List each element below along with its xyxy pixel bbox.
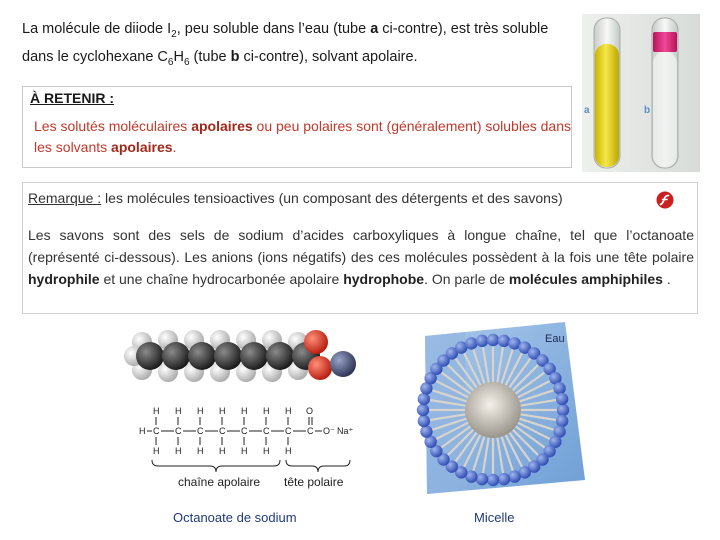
micelle-head <box>476 335 488 347</box>
svg-text:H: H <box>219 446 226 456</box>
svg-text:H: H <box>175 406 182 416</box>
flash-icon[interactable] <box>656 191 674 209</box>
svg-text:H: H <box>241 406 248 416</box>
intro-sub-c: 6 <box>167 56 174 68</box>
space-filling-model <box>124 330 356 382</box>
intro-text: ci-contre), solvant apolaire. <box>239 48 418 65</box>
svg-text:C: C <box>175 426 182 436</box>
svg-text:H: H <box>263 406 270 416</box>
svg-text:H: H <box>285 406 292 416</box>
remarque-text: les molécules tensioactives (un composant des détergents et des savons) <box>101 190 563 206</box>
micelle-head <box>498 473 510 485</box>
svg-text:C: C <box>263 426 270 436</box>
micelle-head <box>418 415 430 427</box>
head-brace <box>286 460 350 472</box>
retenir-part: ou peu polaires sont (généralement) solubles dans les solvants <box>34 118 571 155</box>
micelle-head <box>487 474 499 486</box>
svg-text:C: C <box>197 426 204 436</box>
soap-paragraph <box>28 224 694 290</box>
micelle-head <box>417 404 429 416</box>
micelle-head <box>465 337 477 349</box>
svg-text:C: C <box>285 426 292 436</box>
intro-paragraph <box>22 18 570 74</box>
octanoate-molecule-image <box>120 322 370 497</box>
retenir-part: Les solutés moléculaires <box>34 118 192 134</box>
para-text: . On parle de <box>424 271 509 287</box>
retenir-bold: apolaires <box>191 118 253 134</box>
svg-text:H: H <box>263 446 270 456</box>
tube-b-pink-layer <box>653 32 677 52</box>
chain-brace <box>152 460 280 472</box>
svg-text:H: H <box>139 426 146 436</box>
tube-a-liquid <box>595 44 619 167</box>
o-minus-label: O⁻ <box>323 426 335 436</box>
intro-tube-a: a <box>370 21 379 37</box>
tube-b-clear-layer <box>653 52 677 167</box>
svg-text:H: H <box>241 446 248 456</box>
svg-text:C: C <box>219 426 226 436</box>
para-bold: hydrophile <box>28 271 100 287</box>
micelle-core <box>465 382 521 438</box>
oxygen-label: O <box>306 406 314 416</box>
micelle-head <box>556 415 568 427</box>
para-bold: molécules amphiphiles <box>508 271 663 287</box>
micelle-image <box>405 322 585 494</box>
para-text: et une chaîne hydrocarbonée apolaire <box>99 271 344 287</box>
svg-text:H: H <box>175 446 182 456</box>
micelle-head <box>553 382 565 394</box>
micelle-head <box>498 335 510 347</box>
test-tubes-image <box>582 14 700 172</box>
retenir-title: À RETENIR : <box>30 90 114 106</box>
intro-text: H <box>173 48 184 65</box>
eau-label: Eau <box>545 333 565 345</box>
tube-b-label: b <box>644 105 651 116</box>
head-label: tête polaire <box>284 475 344 489</box>
svg-text:H: H <box>219 406 226 416</box>
intro-text: (tube <box>189 48 231 65</box>
svg-text:C: C <box>307 426 314 436</box>
intro-text: ci-contre), est très soluble dans le cyclohexane C <box>22 21 549 65</box>
chain-label: chaîne apolaire <box>178 475 261 489</box>
remarque-label: Remarque : <box>28 190 102 206</box>
micelle-head <box>420 425 432 437</box>
intro-text: , peu soluble dans l’eau (tube <box>176 21 371 37</box>
svg-text:H: H <box>153 446 160 456</box>
micelle-head <box>556 393 568 405</box>
svg-text:H: H <box>153 406 160 416</box>
svg-text:H: H <box>197 446 204 456</box>
micelle-head <box>487 334 499 346</box>
caption-octanoate: Octanoate de sodium <box>173 510 297 525</box>
micelle-head <box>557 404 569 416</box>
para-bold: hydrophobe <box>343 271 425 287</box>
intro-tube-b: b <box>230 48 240 65</box>
remarque-line <box>28 190 563 206</box>
svg-text:H: H <box>197 406 204 416</box>
svg-text:H: H <box>285 446 292 456</box>
micelle-head <box>476 473 488 485</box>
caption-micelle: Micelle <box>474 510 515 525</box>
intro-text: La molécule de diiode I <box>22 21 172 37</box>
na-plus-label: Na⁺ <box>337 426 354 436</box>
micelle-head <box>418 393 430 405</box>
intro-sub-h: 6 <box>183 56 190 68</box>
para-text: . <box>662 271 671 287</box>
svg-text:C: C <box>241 426 248 436</box>
para-text: Les savons sont des sels de sodium d’acides carboxyliques à longue chaîne, tel que l’octanoate (représenté ci-dessous). Les anions (ions négatifs) des ces molécules possèdent à la fois une tête polaire <box>28 227 694 265</box>
intro-sub-i2: 2 <box>171 28 177 40</box>
retenir-part: . <box>172 139 177 155</box>
tube-a-label: a <box>584 105 590 116</box>
retenir-bold: apolaires <box>111 139 173 155</box>
micelle-head <box>508 470 520 482</box>
svg-text:C: C <box>153 426 160 436</box>
structural-formula <box>139 406 354 456</box>
retenir-text <box>34 116 574 158</box>
